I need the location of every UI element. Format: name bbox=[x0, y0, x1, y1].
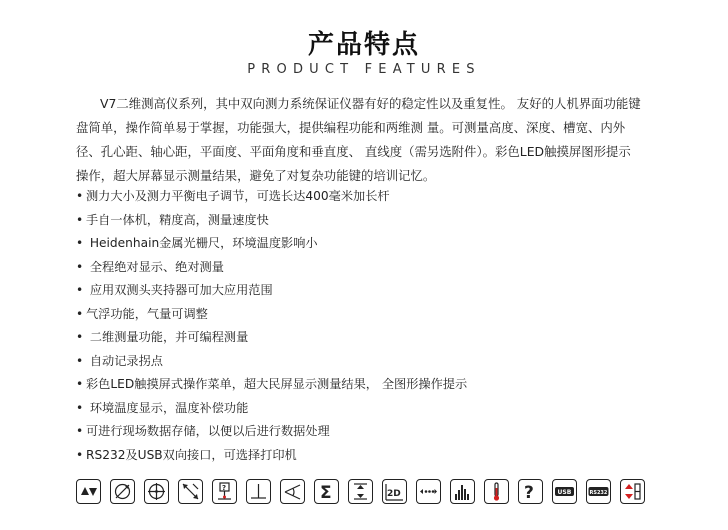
bullet-icon: • bbox=[76, 283, 84, 297]
angle-icon bbox=[280, 479, 305, 504]
bullet-icon: • bbox=[76, 212, 84, 227]
bullet-icon: • bbox=[76, 259, 84, 274]
bullet-icon: • bbox=[76, 236, 84, 250]
up-down-arrows-icon bbox=[76, 479, 101, 504]
perpendicular-icon bbox=[246, 479, 271, 504]
feature-list bbox=[76, 185, 676, 467]
feature-item: • 全程绝对显示、绝对测量 bbox=[76, 256, 676, 280]
svg-text:USB: USB bbox=[557, 489, 572, 496]
feature-item: • 气浮功能，气量可调整 bbox=[76, 303, 676, 327]
svg-text:RS232: RS232 bbox=[589, 490, 608, 496]
bullet-icon: • bbox=[76, 377, 84, 391]
page-subtitle: PRODUCT FEATURES bbox=[247, 62, 481, 77]
circle-center-icon bbox=[144, 479, 169, 504]
thermometer-icon bbox=[484, 479, 509, 504]
feature-item: • 自动记录拐点 bbox=[76, 350, 676, 374]
bullet-icon: • bbox=[76, 424, 84, 438]
bullet-icon: • bbox=[76, 189, 84, 203]
feature-item: • 测力大小及测力平衡电子调节，可选长达400毫米加长杆 bbox=[76, 185, 676, 209]
bullet-icon: • bbox=[76, 400, 84, 415]
2d-icon bbox=[382, 479, 407, 504]
feature-item: • 应用双测头夹持器可加大应用范围 bbox=[76, 279, 676, 303]
function-icon-strip bbox=[76, 479, 636, 506]
sigma-icon bbox=[314, 479, 339, 504]
diagonal-distance-icon bbox=[178, 479, 203, 504]
svg-text:2D: 2D bbox=[387, 489, 401, 499]
feature-item: • Heidenhain金属光栅尺，环境温度影响小 bbox=[76, 232, 676, 256]
svg-text:?: ? bbox=[222, 484, 227, 492]
feature-item: • 二维测量功能，并可编程测量 bbox=[76, 326, 676, 350]
question-icon bbox=[518, 479, 543, 504]
air-pressure-icon bbox=[620, 479, 645, 504]
usb-icon bbox=[552, 479, 577, 504]
intro-paragraph: V7二维测高仪系列，其中双向测力系统保证仪器有好的稳定性以及重复性。 友好的人机界面功能键盘简单，操作简单易于掌握，功能强大，提供编程功能和两维测 量。可测量高度、深度、槽宽、内外径、孔心距、轴心距，平面度、平面角度和垂直度、 直线度（需另选附件）。彩色LED触摸屏图形提示操作，超大屏幕显示测量结果，避免了对复杂功能键的培训记忆。 bbox=[76, 96, 641, 183]
feature-item: • 环境温度显示，温度补偿功能 bbox=[76, 397, 676, 421]
bullet-icon: • bbox=[76, 447, 84, 462]
height-icon bbox=[348, 479, 373, 504]
bullet-icon: • bbox=[76, 330, 84, 344]
page-title: 产品特点 bbox=[307, 30, 420, 60]
rs232-icon bbox=[586, 479, 611, 504]
bullet-icon: • bbox=[76, 353, 84, 368]
bullet-icon: • bbox=[76, 306, 84, 321]
feature-item: • 可进行现场数据存储，以便以后进行数据处理 bbox=[76, 420, 676, 444]
feature-item: • RS232及USB双向接口，可选择打印机 bbox=[76, 444, 676, 468]
diameter-icon bbox=[110, 479, 135, 504]
dots-arrows-icon bbox=[416, 479, 441, 504]
histogram-icon bbox=[450, 479, 475, 504]
svg-text:?: ? bbox=[524, 483, 534, 503]
svg-text:Σ: Σ bbox=[320, 483, 332, 503]
feature-item: • 彩色LED触摸屏式操作菜单，超大民屏显示测量结果， 全图形操作提示 bbox=[76, 373, 676, 397]
feature-item: • 手自一体机，精度高，测量速度快 bbox=[76, 209, 676, 233]
probe-icon bbox=[212, 479, 237, 504]
